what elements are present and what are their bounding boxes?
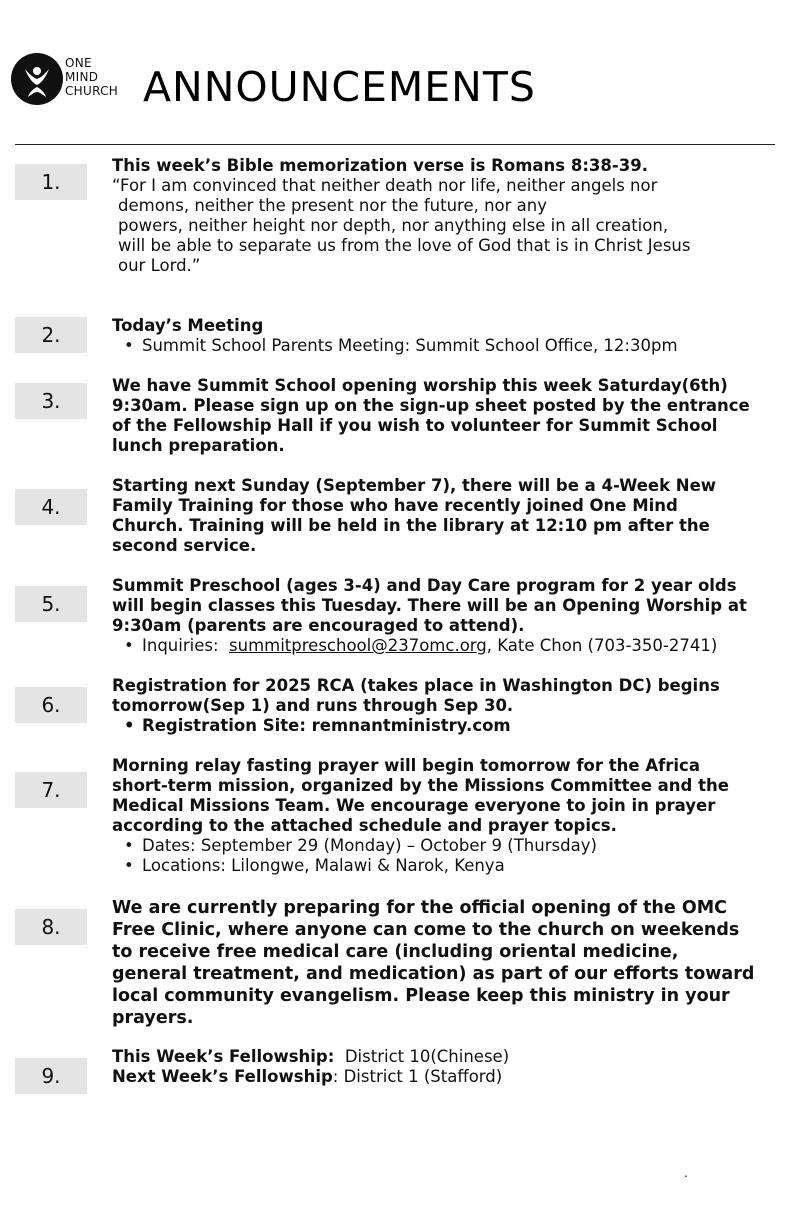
announcement-1 <box>112 156 772 276</box>
bullet-item: • Summit School Parents Meeting: Summit School Office, 12:30pm <box>112 336 772 356</box>
item-line: 9:30am. Please sign up on the sign-up sheet posted by the entrance <box>112 396 750 415</box>
logo-line: ONE <box>65 56 92 70</box>
item-number: 3. <box>15 383 87 419</box>
this-week-label: This Week’s Fellowship: <box>112 1047 335 1066</box>
item-line: will begin classes this Tuesday. There will be an Opening Worship at <box>112 596 747 615</box>
item-line: Medical Missions Team. We encourage everyone to join in prayer <box>112 796 716 815</box>
item-number: 6. <box>15 687 87 723</box>
bullet-item: • Dates: September 29 (Monday) – October 9 (Thursday) <box>112 836 772 856</box>
item-line: lunch preparation. <box>112 436 285 455</box>
logo-wordmark <box>65 56 118 98</box>
item-number: 9. <box>15 1058 87 1094</box>
item-number: 7. <box>15 772 87 808</box>
announcement-2 <box>112 316 772 356</box>
item-line: tomorrow(Sep 1) and runs through Sep 30. <box>112 696 514 715</box>
page-title: ANNOUNCEMENTS <box>143 63 536 111</box>
item-number: 2. <box>15 317 87 353</box>
header-divider <box>15 144 775 145</box>
item-heading: This week’s Bible memorization verse is Romans 8:38-39. <box>112 156 648 175</box>
item-line: of the Fellowship Hall if you wish to volunteer for Summit School <box>112 416 718 435</box>
announcement-5 <box>112 576 772 656</box>
item-line: second service. <box>112 536 257 555</box>
this-week-value: District 10(Chinese) <box>344 1047 510 1066</box>
bullet-item: • Locations: Lilongwe, Malawi & Narok, Kenya <box>112 856 772 876</box>
next-week-value: : District 1 (Stafford) <box>332 1067 503 1086</box>
item-number: 5. <box>15 586 87 622</box>
item-line: Summit Preschool (ages 3-4) and Day Care program for 2 year olds <box>112 576 737 595</box>
inquiries-label: Inquiries: <box>142 636 219 655</box>
item-line: according to the attached schedule and prayer topics. <box>112 816 617 835</box>
announcement-7 <box>112 756 772 876</box>
item-number: 8. <box>15 909 87 945</box>
announcement-8 <box>112 897 772 1029</box>
announcement-9 <box>112 1047 772 1087</box>
verse-line: “For I am convinced that neither death nor life, neither angels nor <box>112 176 658 195</box>
footer-mark: . <box>684 1166 688 1180</box>
verse-line: demons, neither the present nor the future, nor any <box>118 196 547 215</box>
item-line: prayers. <box>112 1008 194 1028</box>
announcement-6 <box>112 676 772 736</box>
next-week-label: Next Week’s Fellowship <box>112 1067 333 1086</box>
verse-line: powers, neither height nor depth, nor anything else in all creation, <box>118 216 669 235</box>
bullet-item: • Registration Site: remnantministry.com <box>112 716 772 736</box>
item-line: Starting next Sunday (September 7), there will be a 4-Week New <box>112 476 717 495</box>
this-week-fellowship <box>112 1047 772 1067</box>
inquiries-bullet <box>112 636 772 656</box>
announcement-3 <box>112 376 772 456</box>
item-line: short-term mission, organized by the Missions Committee and the <box>112 776 729 795</box>
verse-line: our Lord.” <box>118 256 201 275</box>
item-line: We have Summit School opening worship this week Saturday(6th) <box>112 376 728 395</box>
item-line: Registration for 2025 RCA (takes place in Washington DC) begins <box>112 676 720 695</box>
item-line: Free Clinic, where anyone can come to the church on weekends <box>112 920 740 940</box>
preschool-email-link[interactable]: summitpreschool@237omc.org <box>229 636 487 655</box>
verse-line: will be able to separate us from the love of God that is in Christ Jesus <box>118 236 691 255</box>
inquiries-contact: , Kate Chon (703-350-2741) <box>486 636 718 655</box>
item-line: general treatment, and medication) as part of our efforts toward <box>112 964 755 984</box>
item-line: to receive free medical care (including oriental medicine, <box>112 942 679 962</box>
item-line: local community evangelism. Please keep this ministry in your <box>112 986 730 1006</box>
item-number: 4. <box>15 489 87 525</box>
item-line: Morning relay fasting prayer will begin tomorrow for the Africa <box>112 756 700 775</box>
item-line: Family Training for those who have recently joined One Mind <box>112 496 678 515</box>
next-week-fellowship <box>112 1067 772 1087</box>
item-line: Church. Training will be held in the library at 12:10 pm after the <box>112 516 710 535</box>
announcement-4 <box>112 476 772 556</box>
item-line: 9:30am (parents are encouraged to attend). <box>112 616 525 635</box>
church-logo-icon <box>11 53 63 105</box>
logo-line: CHURCH <box>65 84 119 98</box>
item-line: We are currently preparing for the official opening of the OMC <box>112 898 727 918</box>
item-number: 1. <box>15 164 87 200</box>
logo-line: MIND <box>65 70 99 84</box>
item-heading: Today’s Meeting <box>112 316 264 335</box>
